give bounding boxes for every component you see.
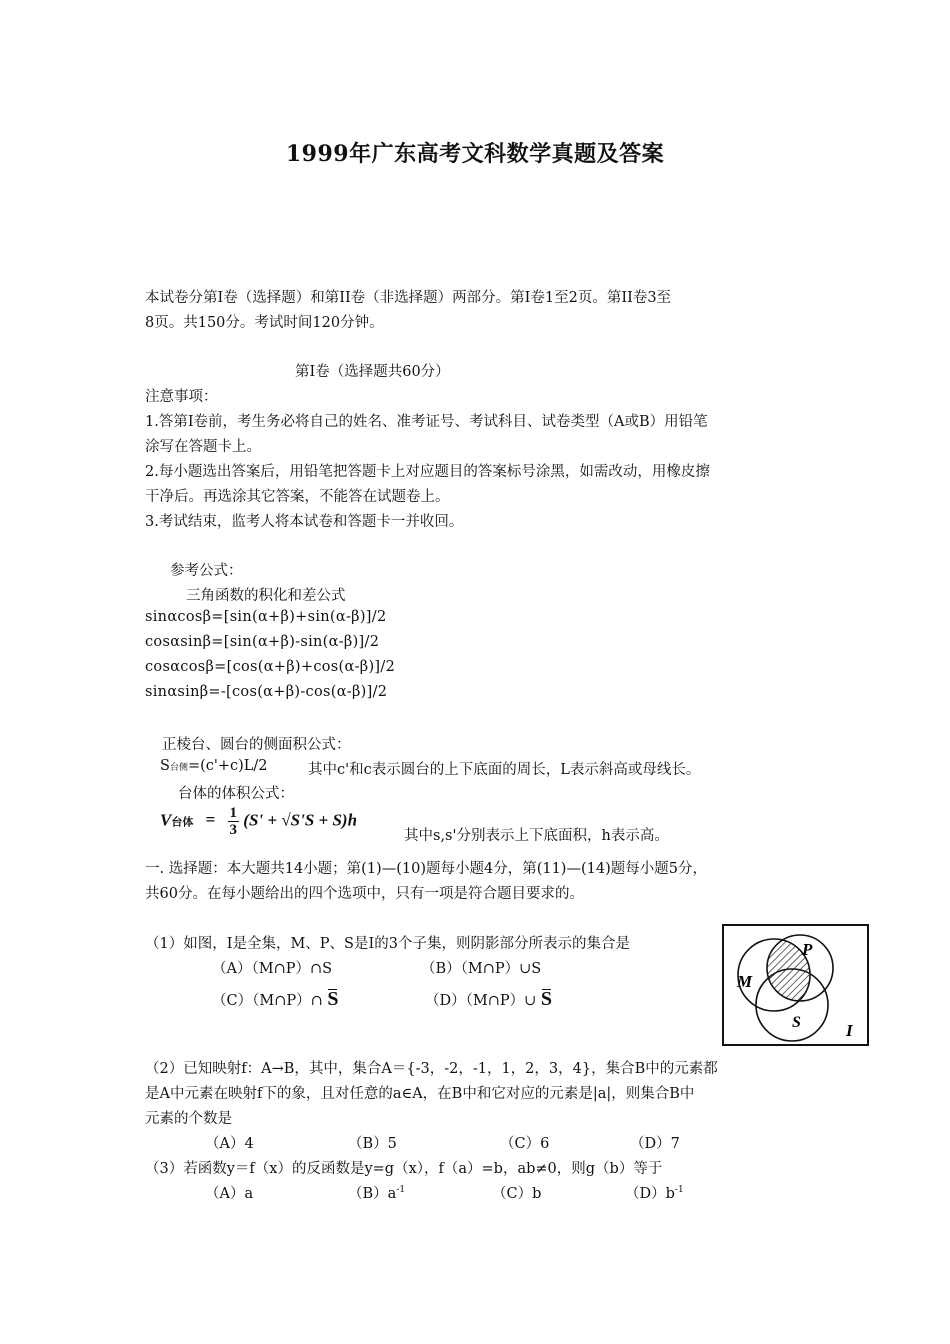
trig-formula-4: sinαsinβ=-[cos(α+β)-cos(α-β)]/2 xyxy=(145,684,388,700)
page-title: 1999年广东高考文科数学真题及答案 xyxy=(285,141,665,167)
venn-diagram xyxy=(722,920,870,1048)
venn-label-m: M xyxy=(737,972,753,991)
q2-option-a: （A）4 xyxy=(205,1136,254,1152)
volume-heading: 台体的体积公式： xyxy=(178,786,294,802)
volume-num: 1 xyxy=(229,805,238,821)
lateral-desc: 其中c'和c表示圆台的上下底面的周长，L表示斜高或母线长。 xyxy=(308,762,701,778)
q1-option-d xyxy=(425,988,552,1011)
q2-option-b: （B）5 xyxy=(348,1136,397,1152)
q1-stem: （1）如图，I是全集，M、P、S是I的3个子集，则阴影部分所表示的集合是 xyxy=(145,936,630,952)
note-3: 3.考试结束，监考人将本试卷和答题卡一并收回。 xyxy=(145,514,464,530)
note-1-line-2: 涂写在答题卡上。 xyxy=(145,439,261,455)
q3-option-d-text: （D）b xyxy=(625,1186,675,1202)
part1-heading: 第Ⅰ卷（选择题共60分） xyxy=(295,364,450,380)
lateral-heading: 正棱台、圆台的侧面积公式： xyxy=(162,737,351,753)
q2-option-c: （C）6 xyxy=(500,1136,550,1152)
volume-formula xyxy=(160,805,357,838)
note-2-line-2: 干净后。再选涂其它答案，不能答在试题卷上。 xyxy=(145,489,450,505)
q1-option-d-text: （D）（M∩P）∪ xyxy=(425,993,537,1009)
q1-option-d-bar-s: S xyxy=(540,988,553,1010)
trig-formula-2: cosαsinβ=[sin(α+β)-sin(α-β)]/2 xyxy=(145,634,380,650)
trig-heading: 三角函数的积化和差公式 xyxy=(186,588,346,604)
formulas-heading: 参考公式： xyxy=(170,563,243,579)
q3-option-b-sup: -1 xyxy=(396,1185,406,1196)
volume-rhs: (S' + √S'S + S)h xyxy=(243,810,358,830)
q3-option-d xyxy=(625,1182,684,1203)
volume-sub: 台体 xyxy=(171,816,194,829)
lateral-s: S xyxy=(160,758,170,774)
note-1-line-1: 1.答第Ⅰ卷前，考生务必将自己的姓名、准考证号、考试科目、试卷类型（A或B）用铅笔 xyxy=(145,414,708,430)
lateral-eq: =(c'+c)L/2 xyxy=(187,758,268,774)
trig-formula-3: cosαcosβ=[cos(α+β)+cos(α-β)]/2 xyxy=(145,659,396,675)
q3-option-b xyxy=(348,1182,405,1203)
notes-heading: 注意事项： xyxy=(145,389,218,405)
q3-option-a: （A）a xyxy=(205,1186,254,1202)
q1-option-c xyxy=(212,988,338,1011)
volume-eq: = xyxy=(205,810,216,830)
q2-line-1: （2）已知映射f：A→B，其中，集合A＝{-3，-2，-1，1，2，3，4}，集合B中的元素都 xyxy=(145,1061,718,1077)
section1-line-1: 一. 选择题：本大题共14小题；第(1)—(10)题每小题4分，第(11)—(14)题每小题5分， xyxy=(145,861,707,877)
q1-option-c-text: （C）（M∩P）∩ xyxy=(212,993,323,1009)
note-2-line-1: 2.每小题选出答案后，用铅笔把答题卡上对应题目的答案标号涂黑，如需改动，用橡皮擦 xyxy=(145,464,710,480)
trig-formula-1: sinαcosβ=[sin(α+β)+sin(α-β)]/2 xyxy=(145,609,387,625)
section1-line-2: 共60分。在每小题给出的四个选项中，只有一项是符合题目要求的。 xyxy=(145,886,584,902)
q3-option-c: （C）b xyxy=(492,1186,542,1202)
q3-stem: （3）若函数y＝f（x）的反函数是y=g（x），f（a）=b，ab≠0，则g（b）等于 xyxy=(145,1161,663,1177)
q2-option-d: （D）7 xyxy=(630,1136,680,1152)
intro-line-1: 本试卷分第Ⅰ卷（选择题）和第II卷（非选择题）两部分。第Ⅰ卷1至2页。第II卷3至 xyxy=(145,290,672,306)
venn-label-i: I xyxy=(846,1021,853,1040)
volume-lhs: V xyxy=(160,810,172,830)
volume-fraction xyxy=(228,805,240,838)
q1-option-c-bar-s: S xyxy=(327,988,339,1010)
q1-option-b: （B）（M∩P）∪S xyxy=(421,961,542,977)
volume-desc: 其中s,s'分别表示上下底面积，h表示高。 xyxy=(404,828,669,844)
venn-label-s: S xyxy=(792,1014,801,1031)
intro-line-2: 8页。共150分。考试时间120分钟。 xyxy=(145,315,384,331)
q3-option-d-sup: -1 xyxy=(674,1185,684,1196)
lateral-formula xyxy=(160,758,268,774)
q2-line-2: 是A中元素在映射f下的象，且对任意的a∈A，在B中和它对应的元素是|a|，则集合B中 xyxy=(145,1086,695,1102)
q3-option-b-text: （B）a xyxy=(348,1186,397,1202)
lateral-sub: 台侧 xyxy=(169,763,188,773)
venn-label-p: P xyxy=(802,940,813,959)
q1-option-a: （A）（M∩P）∩S xyxy=(212,961,333,977)
volume-den: 3 xyxy=(229,822,238,838)
q2-line-3: 元素的个数是 xyxy=(145,1111,232,1127)
